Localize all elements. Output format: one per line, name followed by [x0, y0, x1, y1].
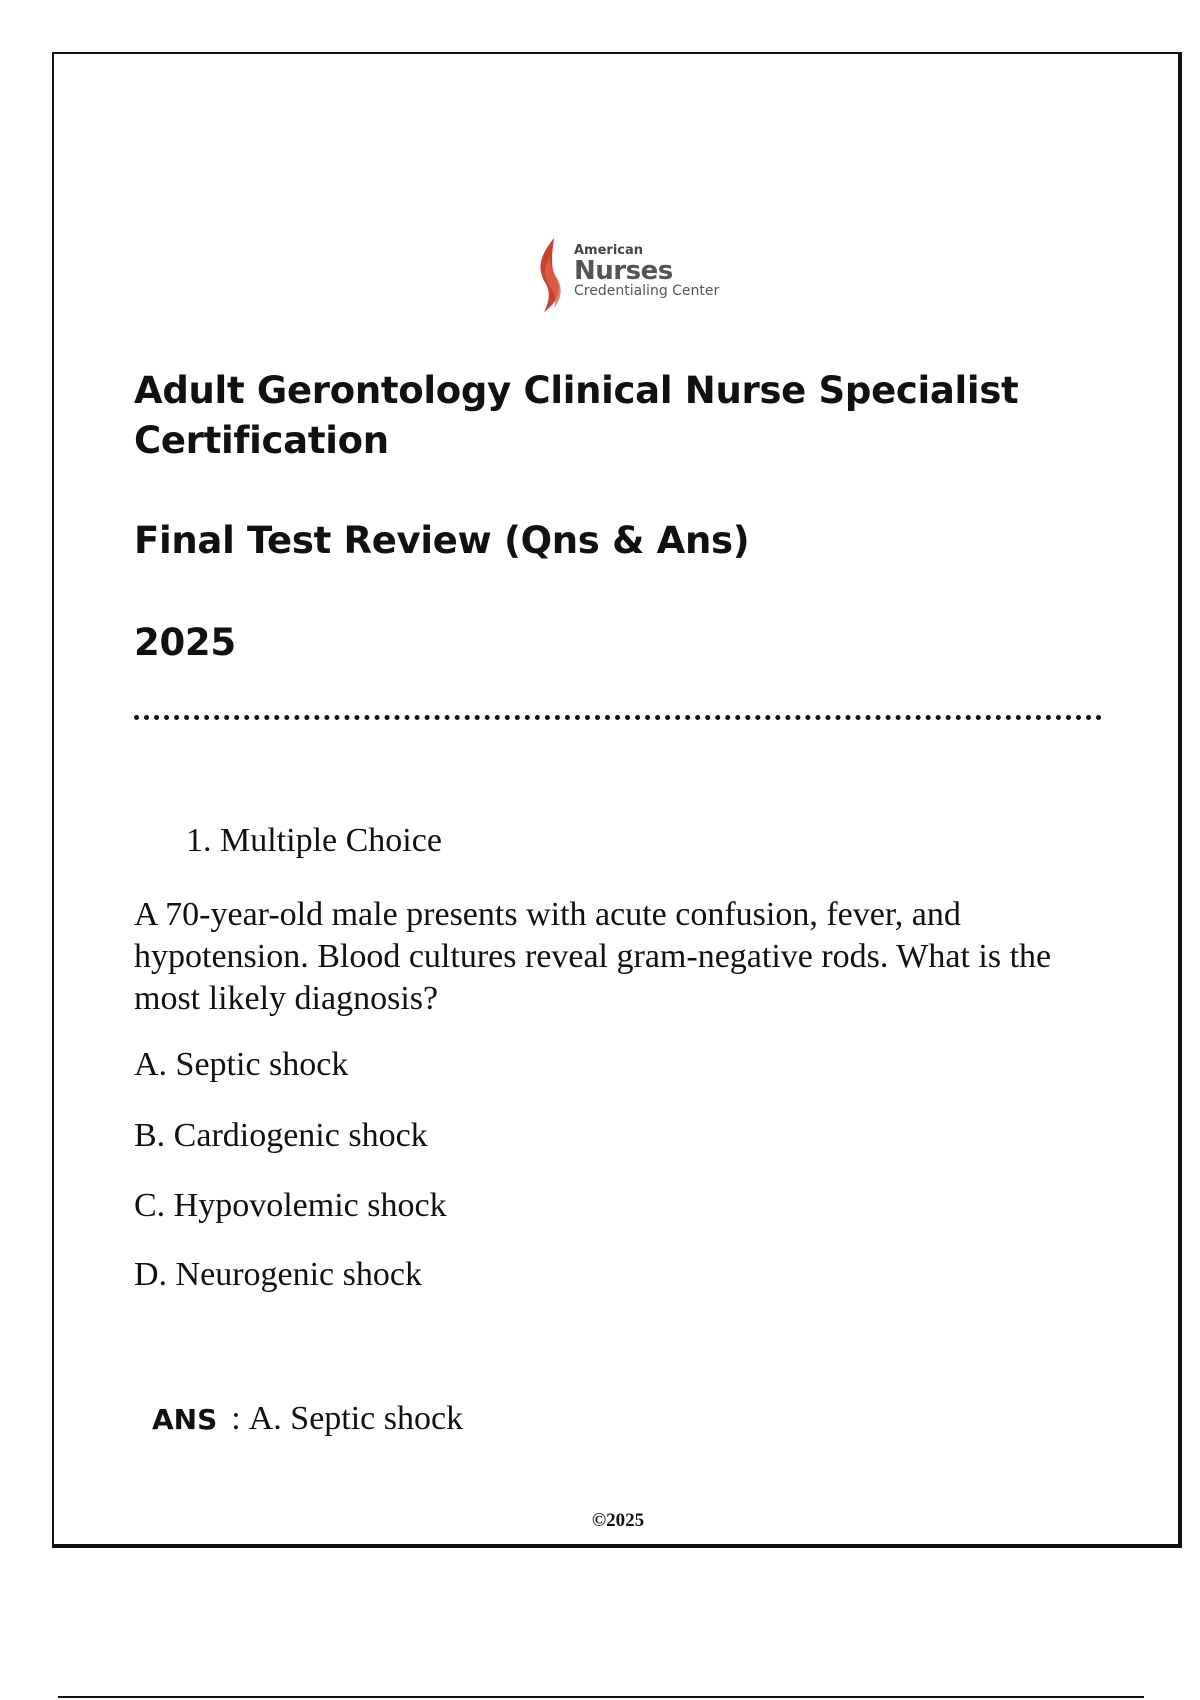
answer-label: ANS [152, 1403, 218, 1436]
document-title: Adult Gerontology Clinical Nurse Specialist Certification [134, 369, 1019, 462]
option-c: C. Hypovolemic shock [134, 1187, 447, 1224]
logo-line-nurses: Nurses [574, 256, 673, 286]
option-d: D. Neurogenic shock [134, 1256, 422, 1293]
answer-separator: : [231, 1400, 241, 1437]
option-a: A. Septic shock [134, 1046, 349, 1083]
ancc-logo [532, 236, 732, 316]
bottom-rule [58, 1696, 1144, 1698]
copyright: ©2025 [591, 1510, 645, 1531]
answer-line [152, 1400, 463, 1438]
document-year: 2025 [134, 621, 236, 664]
document-subtitle: Final Test Review (Qns & Ans) [134, 519, 750, 562]
logo-line-credentialing: Credentialing Center [574, 283, 720, 299]
option-b: B. Cardiogenic shock [134, 1117, 428, 1154]
question-type: 1. Multiple Choice [186, 822, 442, 859]
question-text: A 70-year-old male presents with acute confusion, fever, and hypotension. Blood cultures reveal gram-negative rods. What is the most likely diagnosis? [134, 896, 1052, 1017]
answer-text: A. Septic shock [248, 1400, 464, 1437]
logo-line-american: American [574, 243, 644, 258]
flame-icon [532, 236, 572, 316]
dotted-divider [134, 715, 1102, 720]
